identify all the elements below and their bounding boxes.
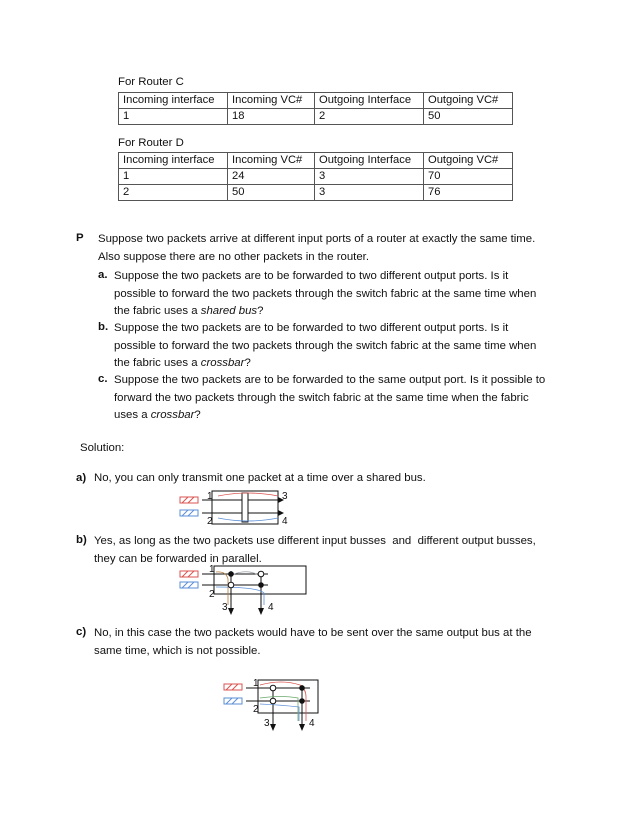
packet-red-icon — [182, 497, 188, 503]
text-span: ? — [257, 305, 264, 318]
table-cell: 76 — [424, 185, 513, 201]
table-cell: 50 — [424, 109, 513, 125]
packet-blue-icon — [182, 582, 188, 588]
problem-intro — [98, 231, 563, 266]
crosspoint-open-icon — [258, 571, 264, 577]
table-header: Outgoing Interface — [315, 93, 424, 109]
text-span: the fabric uses a — [114, 357, 201, 370]
table-row — [119, 109, 513, 125]
problem-c-text — [114, 372, 563, 425]
crosspoint-closed-icon — [299, 685, 305, 691]
solution-b-label: b) — [76, 534, 87, 546]
packet-blue-icon — [182, 510, 188, 516]
table-header: Incoming VC# — [228, 93, 315, 109]
table-cell: 1 — [119, 169, 228, 185]
crossbar-parallel-diagram — [178, 563, 318, 617]
table-cell: 2 — [119, 185, 228, 201]
packet-blue-icon — [188, 510, 194, 516]
packet-red-icon — [232, 684, 238, 690]
solution-c-line: same time, which is not possible. — [94, 644, 261, 657]
emphasis: crossbar — [150, 409, 195, 422]
input-label-2: 2 — [209, 589, 215, 600]
path-brown — [216, 572, 228, 605]
table-cell: 2 — [315, 109, 424, 125]
problem-a-label: a. — [98, 269, 108, 281]
table-cell: 24 — [228, 169, 315, 185]
packet-blue-icon — [232, 698, 238, 704]
input-label-1: 1 — [253, 678, 259, 689]
arrow-icon — [270, 724, 276, 731]
table-header: Incoming interface — [119, 153, 228, 169]
problem-b-label: b. — [98, 321, 109, 333]
table-header: Incoming VC# — [228, 153, 315, 169]
solution-heading: Solution: — [80, 442, 125, 454]
solution-c-line: No, in this case the two packets would have to be sent over the same output bus at the — [94, 627, 532, 639]
text-span: the fabric uses a — [114, 305, 201, 318]
solution-a-text: No, you can only transmit one packet at a time over a shared bus. — [94, 472, 426, 484]
table-row — [119, 185, 513, 201]
packet-red-icon — [226, 684, 232, 690]
solution-c-label: c) — [76, 626, 87, 638]
crosspoint-open-icon — [270, 685, 276, 691]
crosspoint-closed-icon — [258, 582, 264, 588]
problem-c-line: Suppose the two packets are to be forwarded to the same output port. Is it possible to — [114, 374, 546, 386]
table-cell: 1 — [119, 109, 228, 125]
table-cell: 3 — [315, 185, 424, 201]
table-cell: 3 — [315, 169, 424, 185]
table-cell: 18 — [228, 109, 315, 125]
output-label-4: 4 — [268, 602, 274, 613]
problem-c-line — [114, 407, 563, 425]
input-label-2: 2 — [253, 704, 259, 715]
table-header: Outgoing Interface — [315, 153, 424, 169]
problem-a-text — [114, 268, 563, 321]
input-label-1: 1 — [207, 491, 213, 502]
output-label-3: 3 — [282, 491, 288, 502]
problem-b-line: Suppose the two packets are to be forwarded to two different output ports. Is it — [114, 322, 509, 334]
table-row — [119, 169, 513, 185]
table-header-row — [119, 153, 513, 169]
table-header: Outgoing VC# — [424, 153, 513, 169]
input-label-2: 2 — [207, 516, 213, 527]
router-c-table — [118, 92, 513, 125]
shared-bus-diagram — [178, 490, 298, 526]
packet-red-icon — [182, 571, 188, 577]
router-c-caption: For Router C — [118, 76, 184, 88]
solution-c-text — [94, 625, 563, 660]
emphasis: crossbar — [200, 357, 245, 370]
packet-blue-icon — [188, 582, 194, 588]
crosspoint-closed-icon — [228, 571, 234, 577]
problem-a-line — [114, 303, 563, 321]
packet-red-icon — [188, 571, 194, 577]
crosspoint-closed-icon — [299, 698, 305, 704]
packet-red-icon — [188, 497, 194, 503]
text-span: uses a — [114, 409, 151, 422]
problem-a-line: Suppose the two packets are to be forwarded to two different output ports. Is it — [114, 270, 509, 282]
problem-label: P — [76, 232, 84, 244]
packet-blue-icon — [226, 698, 232, 704]
crosspoint-open-icon — [270, 698, 276, 704]
problem-c-label: c. — [98, 373, 108, 385]
problem-b-text — [114, 320, 563, 373]
arrow-icon — [258, 608, 264, 615]
arrow-icon — [299, 724, 305, 731]
table-cell: 70 — [424, 169, 513, 185]
output-label-3: 3 — [264, 718, 270, 729]
output-label-4: 4 — [282, 516, 288, 527]
solution-b-line: they can be forwarded in parallel. — [94, 552, 262, 565]
solution-b-text — [94, 533, 563, 568]
problem-intro-line: Also suppose there are no other packets in the router. — [98, 250, 370, 263]
problem-b-line: possible to forward the two packets through the switch fabric at the same time when — [114, 339, 537, 352]
solution-b-line: Yes, as long as the two packets use different input busses and different output busses, — [94, 535, 536, 547]
router-d-caption: For Router D — [118, 137, 184, 149]
input-label-1: 1 — [209, 564, 215, 575]
table-header: Outgoing VC# — [424, 93, 513, 109]
text-span: ? — [194, 409, 201, 422]
emphasis: shared bus — [200, 305, 258, 318]
crosspoint-open-icon — [228, 582, 234, 588]
problem-b-line — [114, 355, 563, 373]
table-header: Incoming interface — [119, 93, 228, 109]
text-span: ? — [244, 357, 251, 370]
arrow-icon — [228, 608, 234, 615]
solution-a-label: a) — [76, 472, 87, 484]
problem-a-line: possible to forward the two packets through the switch fabric at the same time when — [114, 287, 537, 300]
shared-bus — [242, 493, 248, 522]
output-label-3: 3 — [222, 602, 228, 613]
table-header-row — [119, 93, 513, 109]
output-label-4: 4 — [309, 718, 315, 729]
problem-c-line: forward the two packets through the switch fabric at the same time when the fabric — [114, 391, 529, 404]
router-d-table — [118, 152, 513, 201]
path-gray — [234, 572, 258, 575]
crossbar-conflict-diagram — [222, 677, 362, 735]
table-cell: 50 — [228, 185, 315, 201]
problem-intro-line: Suppose two packets arrive at different input ports of a router at exactly the same time. — [98, 233, 536, 245]
